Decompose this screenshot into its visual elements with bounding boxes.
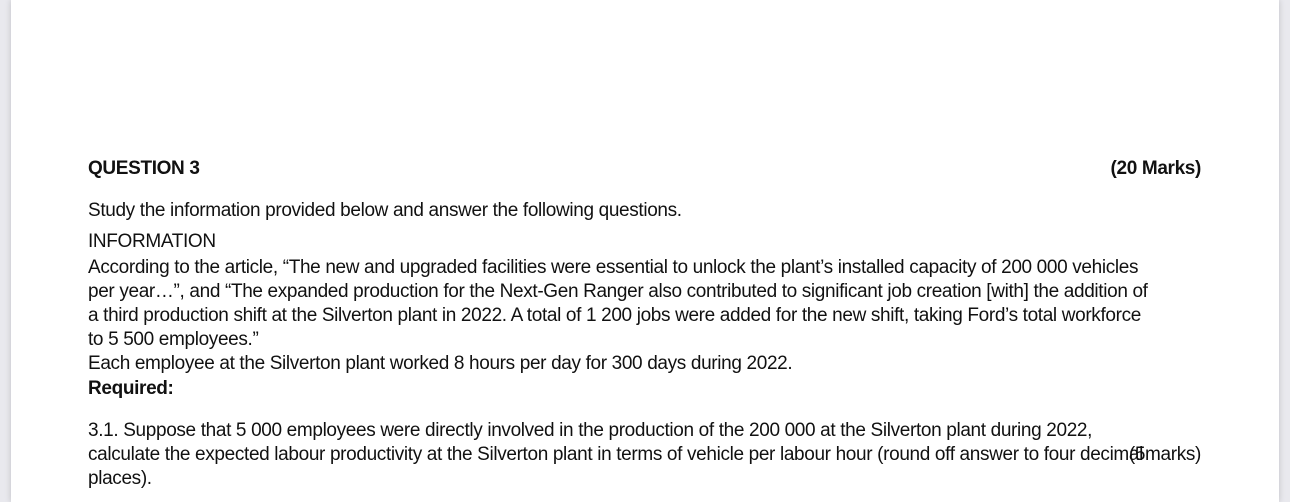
info-line: to 5 500 employees.” [88,329,259,350]
info-heading: INFORMATION [88,231,216,252]
question-document [11,0,1279,502]
info-line: According to the article, “The new and upgraded facilities were essential to unlock the plant’s installed capacity of 200 000 vehicles [88,257,1139,278]
info-line: a third production shift at the Silverton plant in 2022. A total of 1 200 jobs were added for the new shift, taking Ford’s total workforce [88,305,1141,326]
info-line: Each employee at the Silverton plant worked 8 hours per day for 300 days during 2022. [88,353,793,374]
required-label: Required: [88,378,174,399]
info-line: per year…”, and “The expanded production for the Next-Gen Ranger also contributed to significant job creation [with] the addition of [88,281,1148,302]
instruction-text: Study the information provided below and answer the following questions. [88,200,682,221]
sub-question-line: 3.1. Suppose that 5 000 employees were directly involved in the production of the 200 000 at the Silverton plant during 2022, [88,420,1093,441]
document-page [11,0,1279,502]
sub-question-line: calculate the expected labour productivity at the Silverton plant in terms of vehicle per labour hour (round off answer to four decimal [88,444,1144,465]
sub-question-line: places). [88,468,152,489]
question-heading: QUESTION 3 [88,158,200,179]
sub-question-marks: (5marks) [1128,444,1201,465]
total-marks: (20 Marks) [1110,158,1201,179]
